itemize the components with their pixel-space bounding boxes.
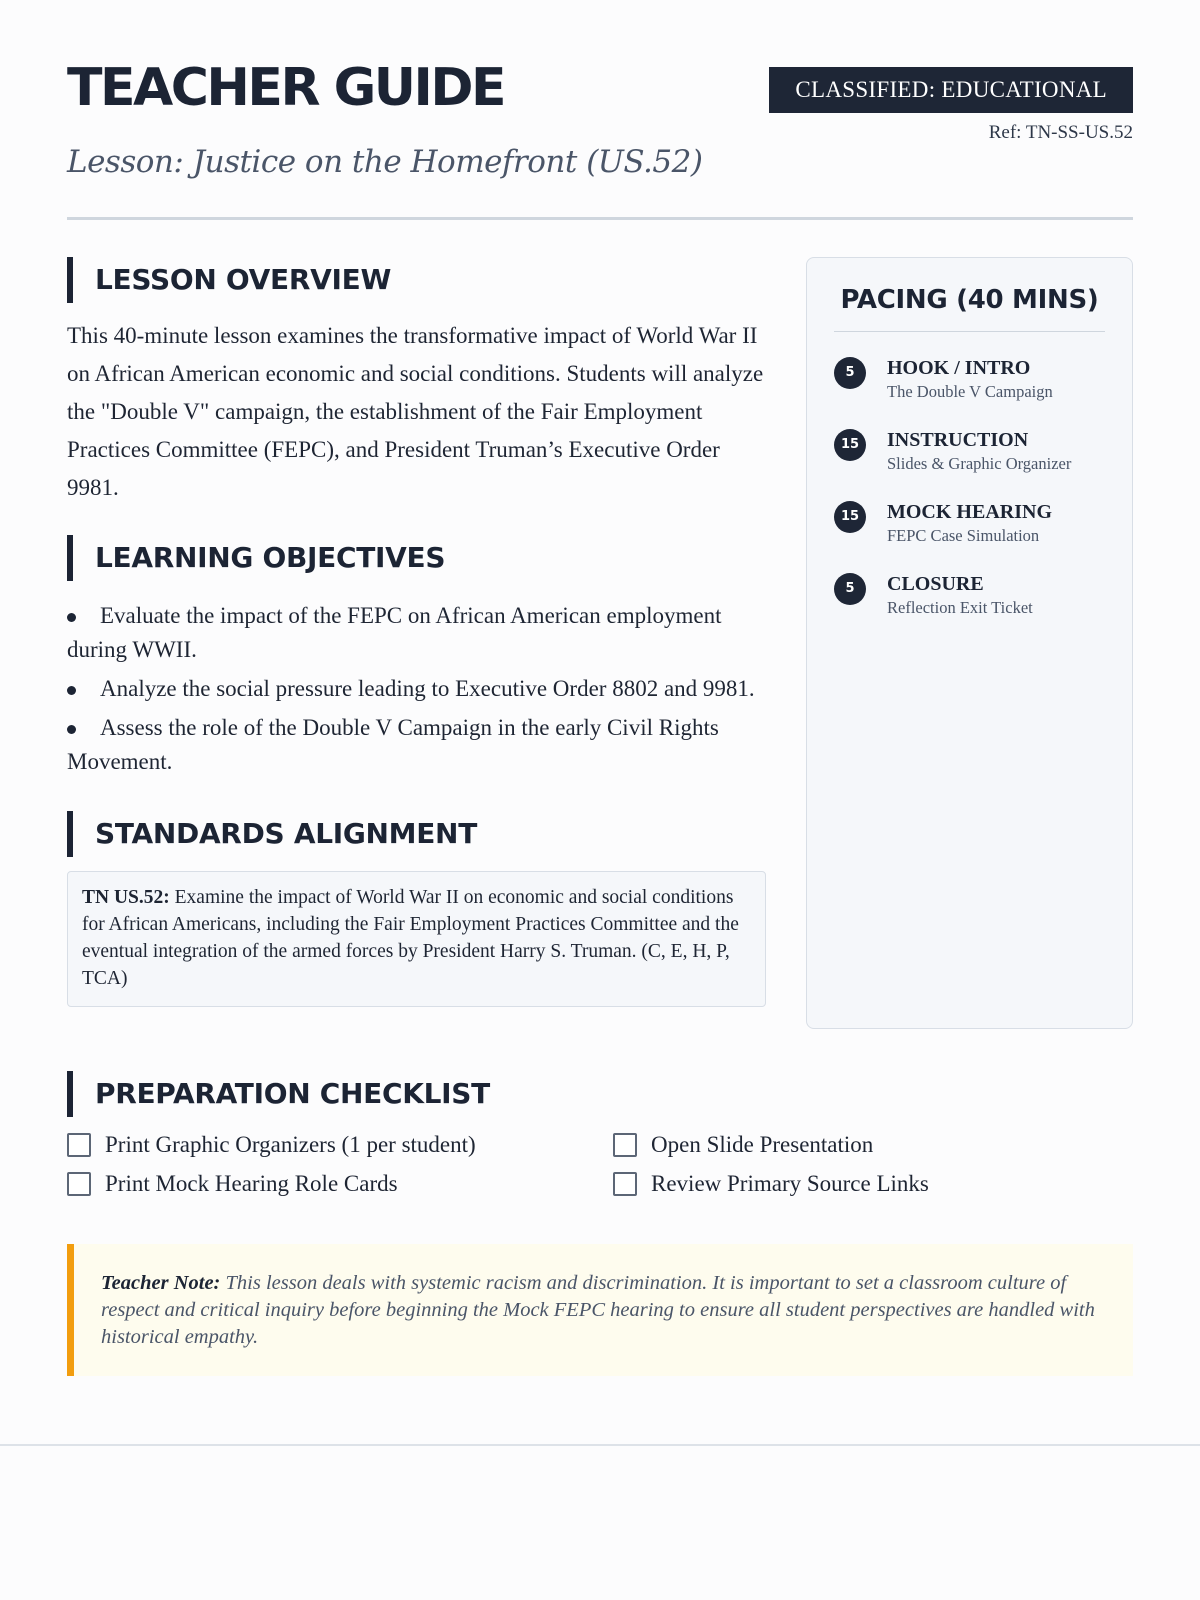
pacing-item-subtitle: Slides & Graphic Organizer [887,454,1072,473]
checklist-item[interactable] [67,1131,613,1159]
learning-objectives-heading: LEARNING OBJECTIVES [67,535,766,581]
checklist-item[interactable] [613,1170,1133,1198]
pacing-item-title: CLOSURE [887,573,984,595]
checkbox[interactable] [67,1172,91,1196]
standards-alignment-heading: STANDARDS ALIGNMENT [67,811,766,857]
document-header [67,0,1133,220]
classification-badge: CLASSIFIED: EDUCATIONAL [769,67,1133,113]
checklist-item[interactable] [67,1170,613,1198]
checkbox[interactable] [67,1133,91,1157]
pacing-item-title: INSTRUCTION [887,429,1029,451]
objective-item: Evaluate the impact of the FEPC on African American employment during WWII. [67,599,766,667]
pacing-list [834,354,1105,642]
pacing-item-hook [834,354,1105,426]
pacing-item-mock-hearing [834,498,1105,570]
preparation-checklist-heading: PREPARATION CHECKLIST [67,1071,1133,1117]
minutes-badge: 5 [834,357,866,389]
checklist-item-label: Open Slide Presentation [651,1132,874,1157]
checklist-item-label: Print Mock Hearing Role Cards [105,1171,398,1196]
main-column [67,257,766,1007]
lesson-overview-text: This 40-minute lesson examines the transformative impact of World War II on African American economic and social conditions. Students will analyze the "Double V" campaign, the establishment of the Fair Employment Practices Committee (FEPC), and President Truman’s Executive Order 9981. [67,323,764,500]
reference-code: Ref: TN-SS-US.52 [988,122,1133,143]
checklist-grid [67,1131,1133,1198]
teacher-note-label: Teacher Note: [101,1272,221,1294]
minutes-badge: 15 [834,501,866,533]
pacing-heading: PACING (40 MINS) [834,258,1105,332]
document-page [67,0,1133,1348]
pacing-item-subtitle: FEPC Case Simulation [887,526,1040,545]
pacing-panel [806,257,1133,1029]
pacing-item-title: HOOK / INTRO [887,357,1031,379]
minutes-badge: 5 [834,573,866,605]
teacher-note-text: This lesson deals with systemic racism and discrimination. It is important to set a classroom culture of respect and critical inquiry before beginning the Mock FEPC hearing to ensure all student perspectives are handled with historical empathy. [101,1272,1095,1348]
objective-item: Analyze the social pressure leading to Executive Order 8802 and 9981. [67,672,766,706]
checkbox[interactable] [613,1133,637,1157]
checkbox[interactable] [613,1172,637,1196]
checklist-item-label: Review Primary Source Links [651,1171,929,1196]
standard-box [67,871,766,1007]
pacing-item-subtitle: Reflection Exit Ticket [887,598,1033,617]
pacing-item-instruction [834,426,1105,498]
lesson-overview-heading: LESSON OVERVIEW [67,257,766,303]
objectives-list [67,599,766,779]
pacing-item-subtitle: The Double V Campaign [887,382,1053,401]
preparation-checklist [67,1071,1133,1198]
standard-code: TN US.52: [82,887,170,908]
page-title: TEACHER GUIDE [67,58,505,118]
pacing-item-title: MOCK HEARING [887,501,1052,523]
teacher-note [67,1244,1133,1376]
standard-text: Examine the impact of World War II on economic and social conditions for African Americans, including the Fair Employment Practices Committee and the eventual integration of the armed forces by President Harry S. Truman. (C, E, H, P, TCA) [82,887,739,989]
checklist-item-label: Print Graphic Organizers (1 per student) [105,1132,476,1157]
pacing-item-closure [834,570,1105,642]
lesson-subtitle: Lesson: Justice on the Homefront (US.52) [67,144,703,180]
footer-divider [0,1444,1200,1446]
minutes-badge: 15 [834,429,866,461]
objective-item: Assess the role of the Double V Campaign in the early Civil Rights Movement. [67,711,766,779]
checklist-item[interactable] [613,1131,1133,1159]
